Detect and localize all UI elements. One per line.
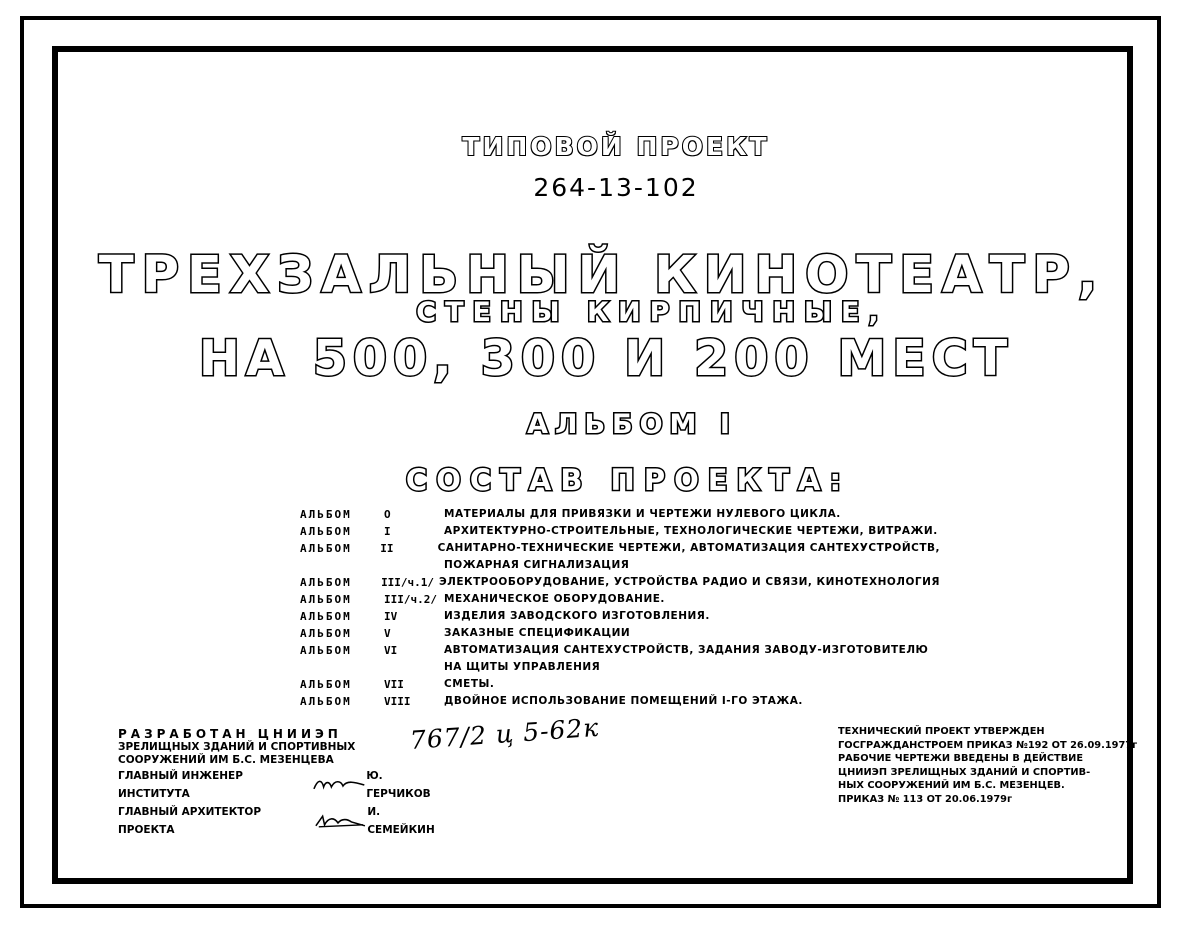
approval-line: ПРИКАЗ № 113 ОТ 20.06.1979г [838, 793, 1013, 805]
walls-subtitle: СТЕНЫ КИРПИЧНЫЕ, [416, 297, 888, 328]
album-number: VII [384, 678, 404, 691]
list-item [300, 540, 940, 557]
album-description: ЭЛЕКТРООБОРУДОВАНИЕ, УСТРОЙСТВА РАДИО И СВЯЗИ, КИНОТЕХНОЛОГИЯ [438, 576, 940, 588]
album-number: IV [384, 610, 398, 623]
album-label: АЛЬБОМ [300, 610, 352, 623]
album-number: O [384, 508, 391, 521]
chief-architect-line [118, 803, 448, 839]
album-number: II [380, 542, 394, 555]
album-description: ИЗДЕЛИЯ ЗАВОДСКОГО ИЗГОТОВЛЕНИЯ. [444, 610, 710, 622]
album-description: ЗАКАЗНЫЕ СПЕЦИФИКАЦИИ [444, 627, 631, 639]
developer-line: РАЗРАБОТАН ЦНИИЭП [118, 727, 342, 741]
album-label: АЛЬБОМ [300, 508, 352, 521]
album-label: АЛЬБОМ [300, 678, 352, 691]
album-number: V [384, 627, 391, 640]
list-item [300, 574, 940, 591]
developer-block [118, 728, 448, 839]
album-description: МАТЕРИАЛЫ ДЛЯ ПРИВЯЗКИ И ЧЕРТЕЖИ НУЛЕВОГО ЦИКЛА. [444, 508, 841, 520]
album-description: СМЕТЫ. [444, 678, 495, 690]
list-item [300, 625, 940, 642]
project-number: 264-13-102 [533, 173, 699, 202]
approval-line: ТЕХНИЧЕСКИЙ ПРОЕКТ УТВЕРЖДЕН [838, 726, 1045, 737]
approval-line: РАБОЧИЕ ЧЕРТЕЖИ ВВЕДЕНЫ В ДЕЙСТВИЕ [838, 753, 1084, 765]
album-number: III/ч.1/ [381, 576, 435, 589]
album-number: VIII [384, 695, 411, 708]
album-description: МЕХАНИЧЕСКОЕ ОБОРУДОВАНИЕ. [444, 593, 665, 605]
album-description: АРХИТЕКТУРНО-СТРОИТЕЛЬНЫЕ, ТЕХНОЛОГИЧЕСКИЕ ЧЕРТЕЖИ, ВИТРАЖИ. [444, 525, 938, 537]
chief-engineer-role: ГЛАВНЫЙ ИНЖЕНЕР ИНСТИТУТА [118, 770, 243, 800]
approval-line: НЫХ СООРУЖЕНИЙ ИМ Б.С. МЕЗЕНЦЕВ. [838, 780, 1065, 792]
list-item [300, 659, 940, 676]
composition-title: СОСТАВ ПРОЕКТА: [405, 463, 851, 497]
list-item [300, 591, 940, 608]
chief-engineer-name: Ю. ГЕРЧИКОВ [366, 770, 431, 800]
chief-engineer-line [118, 767, 448, 803]
approval-line: ГОСГРАЖДАНСТРОЕМ ПРИКАЗ №192 ОТ 26.09.1977г [838, 739, 1138, 751]
composition-list [300, 506, 940, 710]
approval-line: ЦНИИЭП ЗРЕЛИЩНЫХ ЗДАНИЙ И СПОРТИВ- [838, 766, 1091, 778]
album-description: САНИТАРНО-ТЕХНИЧЕСКИЕ ЧЕРТЕЖИ, АВТОМАТИЗАЦИЯ САНТЕХУСТРОЙСТВ, [437, 542, 940, 554]
signature-icon [313, 813, 367, 829]
list-item [300, 523, 940, 540]
album-label: АЛЬБОМ [300, 593, 352, 606]
seats-title: НА 500, 300 И 200 МЕСТ [198, 330, 1014, 387]
album-description: ПОЖАРНАЯ СИГНАЛИЗАЦИЯ [444, 559, 630, 571]
chief-architect-role: ГЛАВНЫЙ АРХИТЕКТОР ПРОЕКТА [118, 806, 262, 836]
album-label [300, 659, 384, 676]
developer-line: ЗРЕЛИЩНЫХ ЗДАНИЙ И СПОРТИВНЫХ [118, 741, 356, 753]
album-number [384, 557, 444, 574]
project-type: ТИПОВОЙ ПРОЕКТ [462, 132, 770, 161]
main-title: ТРЕХЗАЛЬНЫЙ КИНОТЕАТР, [98, 246, 1106, 305]
list-item [300, 506, 940, 523]
handwritten-code: 767/2 ц 5-62к [408, 712, 601, 755]
album-number: I [384, 525, 391, 538]
list-item [300, 642, 940, 659]
list-item [300, 676, 940, 693]
album-label [300, 557, 384, 574]
chief-architect-name: И. СЕМЕЙКИН [367, 806, 435, 836]
developer-line: СООРУЖЕНИЙ ИМ Б.С. МЕЗЕНЦЕВА [118, 754, 334, 766]
album-label: АЛЬБОМ [300, 644, 352, 657]
list-item [300, 557, 940, 574]
album-description: НА ЩИТЫ УПРАВЛЕНИЯ [444, 661, 601, 673]
album-description: ДВОЙНОЕ ИСПОЛЬЗОВАНИЕ ПОМЕЩЕНИЙ I-ГО ЭТАЖА. [444, 695, 803, 707]
album-label: АЛЬБОМ [300, 627, 352, 640]
album-number: III/ч.2/ [384, 593, 437, 606]
album-number: VI [384, 644, 398, 657]
album-label: АЛЬБОМ [300, 695, 352, 708]
approval-block [838, 725, 1138, 807]
album-label: АЛЬБОМ [300, 542, 352, 555]
list-item [300, 693, 940, 710]
album-number [384, 659, 444, 676]
album-label: АЛЬБОМ [300, 576, 352, 589]
signature-icon [312, 777, 366, 793]
album-label: АЛЬБОМ [300, 525, 352, 538]
album-description: АВТОМАТИЗАЦИЯ САНТЕХУСТРОЙСТВ, ЗАДАНИЯ ЗАВОДУ-ИЗГОТОВИТЕЛЮ [444, 644, 929, 656]
list-item [300, 608, 940, 625]
album-title: АЛЬБОМ I [527, 409, 737, 440]
